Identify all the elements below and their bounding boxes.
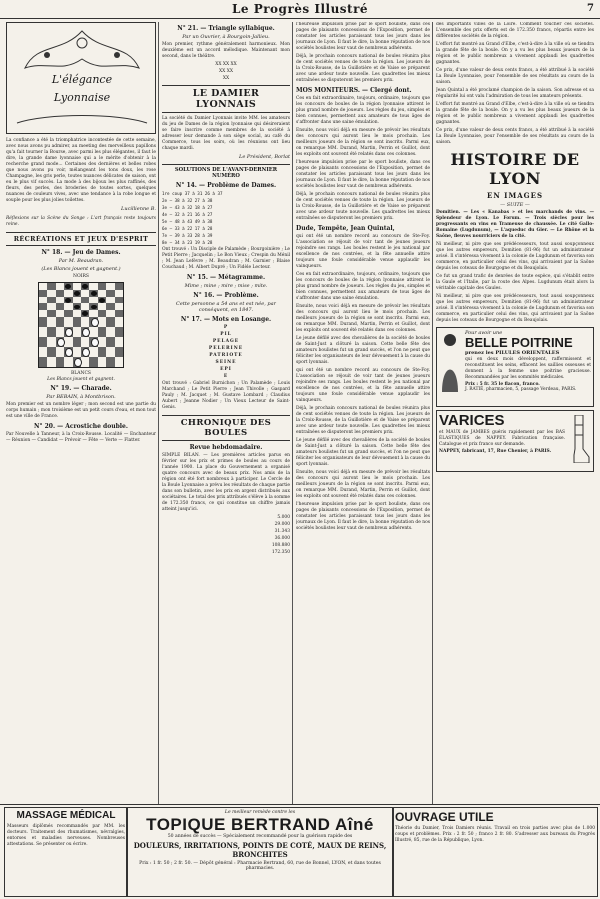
article-paragraph: Le jeune défilé avec des chevalières de la société de boules de Saint-Just a clôturé la saison. Cette belle fête des amateurs boulistes fut un grand succès, et l'on ne peut que féliciter les organisateurs de leur dévouement à la cause du sport lyonnais. bbox=[296, 438, 430, 467]
amount-row: 36.000 bbox=[274, 536, 290, 541]
article-paragraph: qui ont été un nombre record au concours de Ste-Foy. L'association se réjouit de voir tant de jeunes joueurs rejoindre ses rangs. Les boules restent le jeu national par excellence de nos contrées, et la fête annuelle attire toujours une foule considérable venue applaudir les vainqueurs. bbox=[296, 368, 430, 403]
article-paragraph: L'effort fut montré au Grand d'Elbe, c'est-à-dire à la ville où se tiendra la grande fête de la boule. On y a vu les plus beaux joueurs de la région et le public nombreux a vivement applaudi les quadrettes gagnantes. bbox=[436, 42, 594, 65]
column-4 bbox=[436, 22, 594, 804]
charade-author: Par BEBAIN, à Montbrison. bbox=[46, 394, 116, 400]
board-square bbox=[39, 357, 47, 367]
fashion-article: La confiance a été la triomphatrice incontestée de cette semaine, avec nous avons pu admirer, au meeting des merveilleux papillons qu'a fait tourner la Bourse, avec parmi les plus élégantes, il faut le dire, la grande dame lyonnaise qui a le mérite d'obtenir à la recherche grand mode... Certaines des dernières et belles robes que nous avons pu voir, mélangeant les tons doux, les rose Champagne, les gris perle, toutes nuances délicates de saison, ont eu le plus vif succès. La mode à des bijoux les plus raffinés, des fleurs, des perles, des broderies de toutes sortes, quelques nuances de couleurs vives, avec une tendance à la robe longue et souple pour les plus jolies toilettes. bbox=[6, 138, 156, 203]
board-square bbox=[106, 347, 114, 357]
board-square bbox=[39, 317, 47, 327]
board-square bbox=[106, 297, 114, 304]
board-square bbox=[89, 303, 97, 310]
board-square bbox=[47, 303, 55, 310]
topique-ad bbox=[126, 807, 394, 897]
board-caption: Les Blancs jouent et gagnent. bbox=[47, 377, 115, 382]
winners-list-2: Ont trouvé : Gabriel Burnichon ; Un Palamède ; Louis Marchand ; Le Petit Pierre ; Jean Thivolle ; Gaspard Pauly ; M. Jacquet ; M. Gustave Lombard ; Claudius Aubert ; Jeanne Nodier ; Un Vieux Lecteur de Saint-Genis. bbox=[162, 381, 290, 410]
board-square bbox=[56, 337, 64, 347]
board-square bbox=[98, 297, 106, 304]
board-square bbox=[64, 317, 72, 327]
board-square bbox=[89, 290, 97, 297]
move-list bbox=[162, 191, 290, 245]
board-square bbox=[56, 327, 64, 337]
stocking-icon bbox=[570, 415, 590, 463]
board-square bbox=[64, 337, 72, 347]
page-header bbox=[0, 0, 600, 19]
board-square bbox=[106, 303, 114, 310]
damier-text: La société du Damier Lyonnais invite MM. les amateurs du jeu de Dames de la région lyonnaise qui désireraient se faire inscrire comme membres de la société à adresser leur demande à son siège social, au café du Commerce, tous les soirs, où les réunions ont lieu chaque mardi. bbox=[162, 116, 290, 151]
move-row: 7e — 39 à 33 28 à 39 bbox=[162, 233, 213, 238]
board-square bbox=[64, 290, 72, 297]
winners-list: Ont trouvé : Un Disciple de Palamède ; Bourgoinière ; Le Petit Pierre ; Jacquelin ; Le Bon Vieux ; Crespin du Ménil ; M. Jean Lefèvre ; M. Beaudran ; M. Garnier ; Blaise Couchaud ; M. Albert Dupré ; Un Fidèle Lecteur. bbox=[162, 247, 290, 270]
board-square bbox=[56, 283, 64, 290]
publication-title: Le Progrès Illustré bbox=[231, 2, 369, 16]
woman-silhouette-icon bbox=[439, 332, 461, 392]
section-title-recreations: RÉCRÉATIONS ET JEUX D'ESPRIT bbox=[6, 232, 156, 246]
problem-title: N° 14. — Problème de Dames. bbox=[175, 182, 277, 189]
board-square bbox=[39, 327, 47, 337]
topique-ailments: DOULEURS, IRRITATIONS, POINTS DE COTÉ, MAUX DE REINS, BRONCHITES bbox=[133, 841, 387, 859]
board-square bbox=[64, 303, 72, 310]
board-square bbox=[64, 347, 72, 357]
damier-signature: Le Président, Borlat bbox=[239, 154, 290, 160]
topique-price: Prix : 1 fr. 50 ; 2 fr. 50. — Dépôt général : Pharmacie Bertrand, 60, rue de Bonnel, LYON, et dans toutes pharmacies. bbox=[139, 861, 381, 871]
solutions-title: SOLUTIONS DE L'AVANT-DERNIER NUMÉRO bbox=[162, 164, 290, 179]
histoire-title: HISTOIRE DE LYON bbox=[450, 150, 580, 188]
page-number: 7 bbox=[587, 3, 594, 14]
massage-text: Masseurs diplômés recommandés par MM. les docteurs. Traitement des rhumatismes, névralgies, entorses et maladies nerveuses. Nombreuses attestations. Se présenter ou écrire. bbox=[7, 824, 125, 847]
losange-word: P bbox=[223, 325, 229, 330]
board-square bbox=[64, 357, 72, 367]
board-square bbox=[47, 283, 55, 290]
board-square bbox=[115, 290, 123, 297]
amount-row: 31.343 bbox=[274, 529, 290, 534]
board-square bbox=[73, 283, 81, 290]
column-rule bbox=[292, 22, 293, 804]
losange-word: SEINE bbox=[215, 360, 237, 365]
board-square bbox=[89, 317, 97, 327]
article-paragraph: Jean Quintal a été proclamé champion de la saison. Son adresse et sa régularité lui ont valu l'admiration de tous les amateurs présents. bbox=[436, 88, 594, 99]
article-paragraph: Ces en fait extraordinaire, toujours, ordinaire, toujours que les concours de boules de la région lyonnaise attirent le plus grand nombre de joueurs. Les règles du jeu, simples et bien connues, permettent aux amateurs de tous âges de s'affronter dans une saine émulation. bbox=[296, 96, 430, 125]
board-square bbox=[73, 357, 81, 367]
board-square bbox=[39, 290, 47, 297]
losange-words bbox=[162, 325, 290, 379]
black-pawn bbox=[74, 291, 80, 296]
board-square bbox=[81, 303, 89, 310]
massage-ad bbox=[4, 807, 128, 897]
black-pawn bbox=[91, 305, 97, 310]
board-square bbox=[115, 347, 123, 357]
dude-title: Dude, Tempête, Jean Quintal, bbox=[296, 225, 395, 232]
article-signature: Lucillienne B. bbox=[121, 206, 156, 212]
ad1-contact: J. RATIÉ, pharmacien, 5, passage Verdeau, PARIS. bbox=[465, 387, 577, 392]
article-paragraph: Ensuite, nous voici déjà en mesure de prévoir les résultats des concours qui auront lieu le mois prochain. Les meilleurs joueurs de la région se sont inscrits. Parmi eux, on remarque MM. Durand, Martin, Perrin et Guillot, dont les exploits ont souvent été relatés dans ces colonnes. bbox=[296, 470, 430, 499]
board-square bbox=[98, 290, 106, 297]
chronicle-text: SIMPLE BILAN. — Les premières articles parus en février sur les prix et primes de boules au cours de l'année 1900. La place du Gouvernement a organisé quatre concours avec de beaux prix. Nos amis de la région ont été fort nombreux à participer. Le Cercle de la Boule Lyonnaise a prévu les résultats de chaque partie dans son bulletin, avec les prix en argent distribués aux sociétaires. Le total des prix attribués s'élève à la somme de 172.350 francs, ce qui constitue un chiffre jamais atteint jusqu'ici. bbox=[162, 453, 290, 512]
move-row: 1re coup 37 à 31 26 à 37 bbox=[162, 191, 223, 196]
board-square bbox=[98, 337, 106, 347]
board-square bbox=[115, 283, 123, 290]
article-paragraph: Déjà, le prochain concours national de boules réunira plus de cent sociétés venues de toute la région. Les joueurs de la Croix-Rousse, de la Guillotière et de Vaise se préparent avec une ardeur toute nouvelle. Les quadrettes les mieux entraînées se disputeront les premiers prix. bbox=[296, 192, 430, 221]
article-paragraph: Ce prix, d'une valeur de deux cents francs, a été attribué à la société La Boule Lyonnaise, pour l'ensemble de ses résultats au cours de la saison. bbox=[436, 128, 594, 145]
board-square bbox=[81, 283, 89, 290]
belle-poitrine-ad bbox=[436, 327, 594, 407]
checkers-board bbox=[38, 282, 124, 368]
black-pawn bbox=[91, 291, 97, 296]
histoire-subtitle: EN IMAGES bbox=[487, 191, 543, 200]
board-square bbox=[73, 290, 81, 297]
board-square bbox=[115, 297, 123, 304]
ad1-headline: BELLE POITRINE bbox=[465, 335, 573, 350]
damier-title: LE DAMIER LYONNAIS bbox=[162, 85, 290, 113]
article-paragraph: l'heureuse impulsion prise par le sport bouliste, dans ces pages de plaisants concessions de l'Exposition, permet de constater les articles paraissant tous les jours dans les journaux de Lyon. Il faut le dire, la bonne réputation de nos sociétés boulistes leur vaut de nombreux adhérents. bbox=[296, 22, 430, 51]
article-paragraph: des importants villes de la Loire. Comment toucher ces sociétés. L'ensemble des prix offerts est de 172.350 francs, répartis entre les différentes sociétés de la région. bbox=[436, 22, 594, 39]
board-square bbox=[39, 347, 47, 357]
move-row: 5e — 48 à 43 49 à 38 bbox=[162, 219, 213, 224]
board-square bbox=[115, 327, 123, 337]
board-square bbox=[56, 297, 64, 304]
varices-ad bbox=[436, 410, 594, 472]
board-square bbox=[73, 347, 81, 357]
ad2-headline: VARICES bbox=[439, 412, 505, 429]
massage-title: MASSAGE MÉDICAL bbox=[16, 810, 116, 821]
board-square bbox=[47, 327, 55, 337]
black-pawn bbox=[74, 305, 80, 310]
board-square bbox=[73, 337, 81, 347]
amount-list bbox=[162, 515, 290, 555]
board-square bbox=[56, 357, 64, 367]
topique-subtitle: 50 années de succès — Spécialement recommandé pour la guérison rapide des bbox=[167, 834, 353, 839]
blancs-label: BLANCS bbox=[70, 371, 91, 376]
board-square bbox=[81, 357, 89, 367]
article-paragraph: qui ont été un nombre record au concours de Ste-Foy. L'association se réjouit de voir tant de jeunes joueurs rejoindre ses rangs. Les boules restent le jeu national par excellence de nos contrées, et la fête annuelle attire toujours une foule considérable venue applaudir les vainqueurs. bbox=[296, 234, 430, 269]
column-3 bbox=[296, 22, 430, 804]
move-row: 6e — 33 à 22 17 à 28 bbox=[162, 226, 213, 231]
chronicle-subtitle: Revue hebdomadaire. bbox=[189, 444, 263, 451]
triangle-row: XX XX XX bbox=[215, 62, 237, 67]
metagramme-title: N° 15. — Métagramme. bbox=[186, 274, 266, 281]
board-square bbox=[56, 317, 64, 327]
board-square bbox=[89, 310, 97, 317]
article-paragraph: Le jeune défilé avec des chevalières de la société de boules de Saint-Just a clôturé la saison. Cette belle fête des amateurs boulistes fut un grand succès, et l'on ne peut que féliciter les organisateurs de leur dévouement à la cause du sport lyonnais. bbox=[296, 336, 430, 365]
board-square bbox=[47, 317, 55, 327]
triangle-row: XX XX bbox=[219, 69, 233, 74]
histoire-text: Ni meilleur, ni pire que ses prédécesseurs, tout aussi soupçonneux que les autres empereurs, Domitien (81-96) fut un administrateur avisé. Il s'intéressa vivement à la colonie de Lugdunum et favorisa son commerce, en particulier celui des vins, qui arrivaient par la Saône depuis les coteaux de Bourgogne et du Beaujolais. bbox=[436, 242, 594, 271]
ouvrage-title: OUVRAGE UTILE bbox=[395, 810, 494, 824]
board-square bbox=[106, 290, 114, 297]
board-square bbox=[56, 347, 64, 357]
board-square bbox=[81, 347, 89, 357]
black-pawn bbox=[65, 298, 71, 303]
board-square bbox=[73, 327, 81, 337]
problem2-text: Cette personne a 54 ans et est née, par conséquent, en 1847. bbox=[176, 301, 276, 313]
board-square bbox=[98, 310, 106, 317]
ad2-contact: NAPPEY, fabricant, 17, Rue Chenier, à PARIS. bbox=[439, 449, 552, 454]
board-square bbox=[47, 357, 55, 367]
board-square bbox=[98, 357, 106, 367]
board-square bbox=[106, 357, 114, 367]
chronicle-title: CHRONIQUE DES BOULES bbox=[162, 415, 290, 441]
article-paragraph: Ensuite, nous voici déjà en mesure de prévoir les résultats des concours qui auront lieu le mois prochain. Les meilleurs joueurs de la région se sont inscrits. Parmi eux, on remarque MM. Durand, Martin, Perrin et Guillot, dont les exploits ont souvent été relatés dans ces colonnes. bbox=[296, 128, 430, 157]
losange-word: PELAGE bbox=[212, 339, 240, 344]
histoire-suite: — SUITE — bbox=[500, 202, 530, 208]
column-rule bbox=[432, 22, 433, 804]
elegance-lyonnaise-logo bbox=[6, 22, 156, 134]
black-pawn bbox=[82, 311, 88, 316]
losange-word: E bbox=[223, 374, 229, 379]
board-square bbox=[47, 310, 55, 317]
board-square bbox=[39, 310, 47, 317]
histoire-text: Ce fut un grand trafic de denrées de toute espèce, qui s'établit entre la Gaule et l'Italie, par la route des Alpes. Lugdunum était alors la véritable capitale des Gaules. bbox=[436, 274, 594, 291]
board-square bbox=[106, 337, 114, 347]
black-pawn bbox=[65, 284, 71, 289]
board-square bbox=[39, 337, 47, 347]
move-row: 2e — 38 à 32 27 à 38 bbox=[162, 198, 213, 203]
article-paragraph: l'heureuse impulsion prise par le sport bouliste, dans ces pages de plaisants concessions de l'Exposition, permet de constater les articles paraissant tous les jours dans les journaux de Lyon. Il faut le dire, la bonne réputation de nos sociétés boulistes leur vaut de nombreux adhérents. bbox=[296, 502, 430, 531]
ad1-price: Prix : 5 fr. 35 le flacon, franco. bbox=[465, 382, 540, 387]
amount-row: 172.350 bbox=[271, 550, 290, 555]
topique-intro: Le meilleur remède contre les bbox=[224, 810, 296, 815]
losange-word: PATRIOTE bbox=[209, 353, 243, 358]
board-square bbox=[73, 310, 81, 317]
board-square bbox=[89, 297, 97, 304]
logo-line-2: Lyonnaise bbox=[53, 91, 111, 104]
board-square bbox=[64, 297, 72, 304]
board-square bbox=[89, 357, 97, 367]
jeu-author: Par M. Beaudran. bbox=[58, 258, 104, 264]
noirs-label: NOIRS bbox=[73, 274, 89, 279]
ad1-text: qui en deux mois développent, raffermissent et reconstituent les seins, effacent les saillies osseuses et donnent à la femme une poitrine gracieuse. Recommandées par les sommités médicales. bbox=[465, 357, 591, 380]
article-paragraph: Ce prix, d'une valeur de deux cents francs, a été attribué à la société La Boule Lyonnaise, pour l'ensemble de ses résultats au cours de la saison. bbox=[436, 68, 594, 85]
board-square bbox=[106, 317, 114, 327]
board-square bbox=[106, 283, 114, 290]
board-square bbox=[106, 327, 114, 337]
board-square bbox=[115, 303, 123, 310]
article-paragraph: L'effort fut montré au Grand d'Elbe, c'est-à-dire à la ville où se tiendra la grande fête de la boule. On y a vu les plus beaux joueurs de la région et le public nombreux a vivement applaudi les quadrettes gagnantes. bbox=[436, 102, 594, 125]
article-paragraph: Ensuite, nous voici déjà en mesure de prévoir les résultats des concours qui auront lieu le mois prochain. Les meilleurs joueurs de la région se sont inscrits. Parmi eux, on remarque MM. Durand, Martin, Perrin et Guillot, dont les exploits ont souvent été relatés dans ces colonnes. bbox=[296, 304, 430, 333]
triangle-text: Mon premier, rythme généralement harmonieux. Mon deuxième est un accord mélodique. Maintenant mon second, dans le théâtre. bbox=[162, 42, 290, 59]
footer-ads bbox=[0, 804, 600, 899]
board-square bbox=[73, 297, 81, 304]
article-paragraph: Déjà, le prochain concours national de boules réunira plus de cent sociétés venues de toute la région. Les joueurs de la Croix-Rousse, de la Guillotière et de Vaise se préparent avec une ardeur toute nouvelle. Les quadrettes les mieux entraînées se disputeront les premiers prix. bbox=[296, 406, 430, 435]
board-square bbox=[39, 303, 47, 310]
topique-headline: TOPIQUE BERTRAND Aîné bbox=[146, 815, 374, 834]
board-square bbox=[64, 327, 72, 337]
board-square bbox=[39, 297, 47, 304]
board-square bbox=[98, 317, 106, 327]
column-2 bbox=[162, 22, 290, 804]
ad2-text: et MAUX de JAMBES guéris rapidement par les BAS ÉLASTIQUES de NAPPEY. Fabrication française. Catalogue et prix franco sur demande. bbox=[439, 430, 565, 447]
board-square bbox=[115, 317, 123, 327]
ad1-intro: Pour avoir une bbox=[465, 330, 503, 336]
board-square bbox=[73, 303, 81, 310]
board-square bbox=[73, 317, 81, 327]
board-square bbox=[89, 283, 97, 290]
board-square bbox=[98, 303, 106, 310]
losange-word: PIL bbox=[220, 332, 232, 337]
triangle-author: Par un Ouvrier, à Bourgoin-Jallieu. bbox=[182, 34, 270, 40]
amount-row: 29.000 bbox=[274, 522, 290, 527]
ouvrage-ad bbox=[392, 807, 598, 897]
board-square bbox=[56, 303, 64, 310]
board-square bbox=[89, 347, 97, 357]
metagramme-text: Mime ; mine ; mire ; mise ; mite. bbox=[184, 283, 268, 289]
problem2-title: N° 16. — Problème. bbox=[193, 292, 259, 299]
losange-word: PELERINE bbox=[208, 346, 244, 351]
amount-row: 5.000 bbox=[277, 515, 290, 520]
jeu-subtitle: (Les Blancs jouent et gagnent.) bbox=[41, 266, 121, 272]
board-square bbox=[81, 317, 89, 327]
board-square bbox=[115, 310, 123, 317]
board-square bbox=[106, 310, 114, 317]
board-square bbox=[81, 327, 89, 337]
ad1-subtitle: prenez les PILULES ORIENTALES bbox=[465, 350, 560, 356]
triangle-row: XX bbox=[222, 76, 230, 81]
logo-line-1: L'élégance bbox=[51, 73, 113, 86]
column-1 bbox=[6, 22, 156, 804]
board-square bbox=[47, 297, 55, 304]
move-row: 4e — 32 à 21 16 à 27 bbox=[162, 212, 213, 217]
board-square bbox=[56, 290, 64, 297]
article-paragraph: Déjà, le prochain concours national de boules réunira plus de cent sociétés venues de toute la région. Les joueurs de la Croix-Rousse, de la Guillotière et de Vaise se préparent avec une ardeur toute nouvelle. Les quadrettes les mieux entraînées se disputeront les premiers prix. bbox=[296, 54, 430, 83]
black-pawn bbox=[82, 284, 88, 289]
board-square bbox=[98, 347, 106, 357]
board-square bbox=[81, 297, 89, 304]
board-square bbox=[64, 310, 72, 317]
board-square bbox=[98, 283, 106, 290]
column-rule bbox=[158, 22, 159, 804]
board-square bbox=[89, 327, 97, 337]
acrostiche-title: N° 20. — Acrostiche double. bbox=[34, 423, 128, 430]
histoire-text: Ni meilleur, ni pire que ses prédécesseurs, tout aussi soupçonneux que les autres empereurs, Domitien (81-96) fut un administrateur avisé. Il s'intéressa vivement à la colonie de Lugdunum et favorisa son commerce, en particulier celui des vins, qui arrivaient par la Saône depuis les coteaux de Bourgogne et du Beaujolais. bbox=[436, 294, 594, 323]
board-square bbox=[64, 283, 72, 290]
board-square bbox=[47, 337, 55, 347]
board-square bbox=[47, 290, 55, 297]
board-square bbox=[81, 337, 89, 347]
board-square bbox=[56, 310, 64, 317]
article-paragraph: Ces en fait extraordinaire, toujours, ordinaire, toujours que les concours de boules de la région lyonnaise attirent le plus grand nombre de joueurs. Les règles du jeu, simples et bien connues, permettent aux amateurs de tous âges de s'affronter dans une saine émulation. bbox=[296, 272, 430, 301]
move-row: 3e — 43 à 32 18 à 27 bbox=[162, 205, 213, 210]
mos-title: MOS MONITEURS. — Clergé dont. bbox=[296, 87, 412, 94]
article-paragraph: l'heureuse impulsion prise par le sport bouliste, dans ces pages de plaisants concessions de l'Exposition, permet de constater les articles paraissant tous les jours dans les journaux de Lyon. Il faut le dire, la bonne réputation de nos sociétés boulistes leur vaut de nombreux adhérents. bbox=[296, 160, 430, 189]
board-square bbox=[115, 357, 123, 367]
histoire-summary: Domitien. — Les « Kanabas » et les marchands de vins. — Splendeur de Lyon. Le Forum. — Trois siècles pour les progressants en vins en Trameuse de chaussée. Le cité Gallo-Romaine (Lugdunum), — L'aqueduc du Gier. — Le Rhône et la Saône, fleuves nourriciers de la cité. bbox=[436, 210, 594, 239]
amount-row: 108.880 bbox=[271, 543, 290, 548]
black-pawn bbox=[99, 298, 105, 303]
losange-title: N° 17. — Mots en Losange. bbox=[180, 316, 272, 323]
jeu-title: N° 18. — Jeu de Dames. bbox=[41, 249, 121, 256]
triangle-title: N° 21. — Triangle syllabique. bbox=[177, 25, 275, 32]
board-square bbox=[89, 337, 97, 347]
move-row: 8e — 34 à 23 19 à 28 bbox=[162, 240, 213, 245]
ouvrage-text: Théorie du Damier, Trois Damiers réunis. Travail en trois parties avec plus de 1.000 coups et problèmes. Prix : 2 fr. 50 ; franco 2 fr. 80. S'adresser aux bureaux du Progrès Illustré, 85, rue de la République, Lyon. bbox=[395, 826, 595, 843]
footnote: Réflexions sur la Scène du Songe : L'art français reste toujours reine. bbox=[6, 216, 156, 227]
board-square bbox=[81, 310, 89, 317]
charade-title: N° 19. — Charade. bbox=[50, 385, 112, 392]
board-square bbox=[115, 337, 123, 347]
board-square bbox=[39, 283, 47, 290]
acrostiche-text: Par Nouvelle à Tanneur, à la Croix-Rousse. Localité — Enchanteur — Réunion — Candidat — Prévoir — Fête — Verte — Flatter. bbox=[6, 432, 156, 443]
board-square bbox=[98, 327, 106, 337]
charade-text: Mon premier est un nombre léger ; mon second est une partie du corps humain ; mon troisième est un petit cours d'eau, et mon tout est une ville de France. bbox=[6, 402, 156, 419]
board-square bbox=[81, 290, 89, 297]
board-square bbox=[47, 347, 55, 357]
losange-word: EPI bbox=[220, 367, 232, 372]
